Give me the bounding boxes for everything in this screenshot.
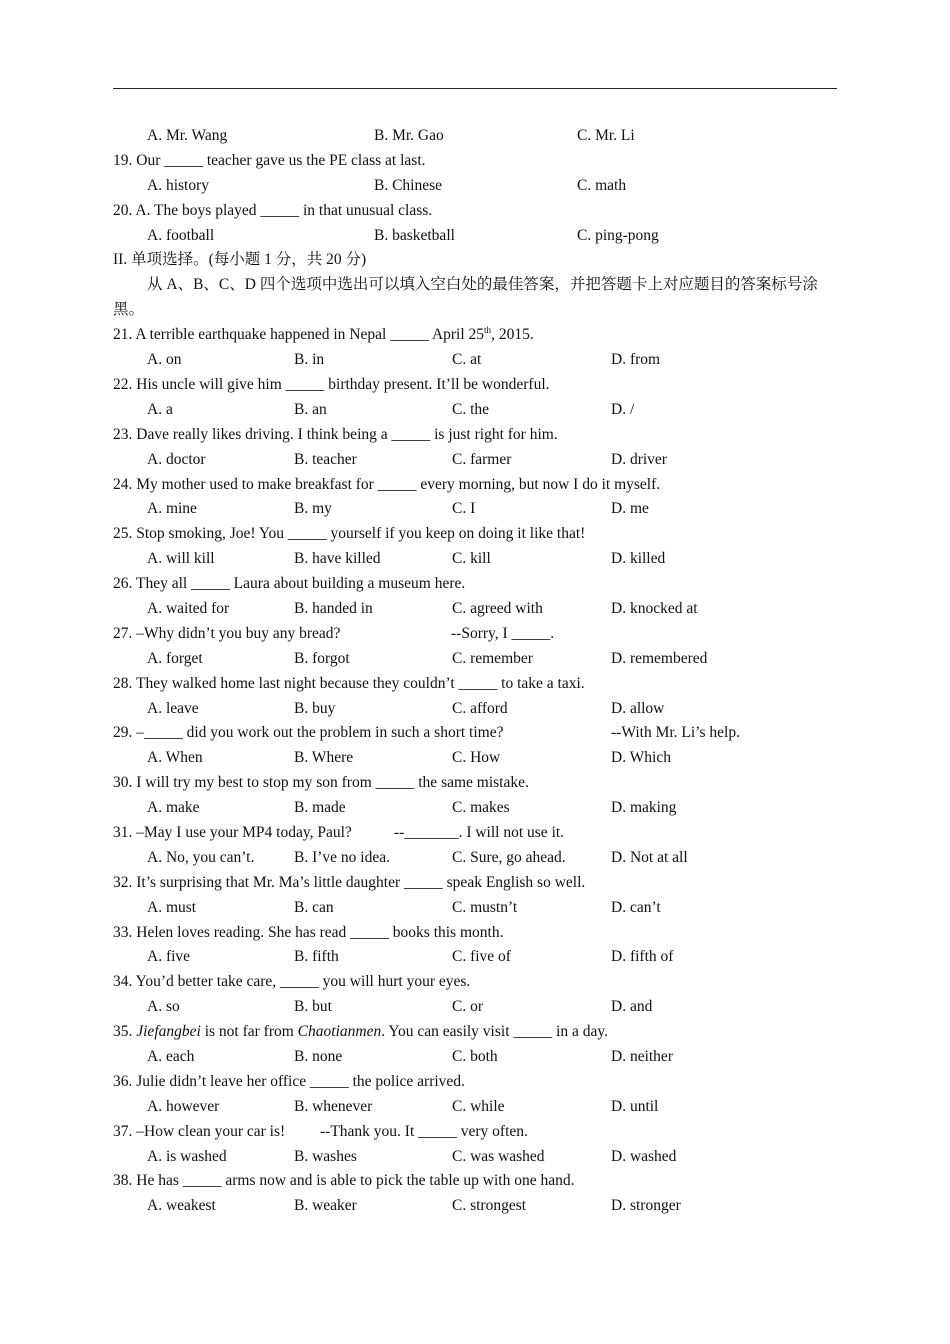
option-a: A. mine bbox=[147, 500, 197, 518]
option-a: A. forget bbox=[147, 649, 203, 667]
question-stem bbox=[113, 1070, 837, 1095]
question-text: 26. They all _____ Laura about building a museum here. bbox=[113, 575, 466, 593]
option-b: B. forgot bbox=[294, 649, 350, 667]
option-row bbox=[113, 497, 837, 522]
option-d: D. neither bbox=[611, 1047, 673, 1065]
section-title: II. 单项选择。(每小题 1 分，共 20 分) bbox=[113, 251, 367, 269]
question-text: 23. Dave really likes driving. I think being a _____ is just right for him. bbox=[113, 425, 558, 443]
option-d: D. Which bbox=[611, 749, 671, 767]
option-d: D. fifth of bbox=[611, 948, 674, 966]
option-d: D. knocked at bbox=[611, 599, 698, 617]
option-row bbox=[113, 945, 837, 970]
option-c: C. I bbox=[452, 500, 476, 518]
section-instruction: 从 A、B、C、D 四个选项中选出可以填入空白处的最佳答案，并把答题卡上对应题目的答案标号涂黑。 bbox=[113, 276, 818, 319]
question-stem bbox=[113, 572, 837, 597]
option-c: C. mustn’t bbox=[452, 898, 518, 916]
option-b: B. buy bbox=[294, 699, 336, 717]
option-d: D. allow bbox=[611, 699, 665, 717]
option-c: C. Mr. Li bbox=[577, 127, 635, 144]
option-a: A. however bbox=[147, 1097, 220, 1115]
option-c: C. afford bbox=[452, 699, 508, 717]
option-c: C. farmer bbox=[452, 450, 512, 468]
q35-mid: is not far from bbox=[200, 1023, 298, 1041]
option-c: C. Sure, go ahead. bbox=[452, 848, 566, 866]
question-stem bbox=[113, 721, 837, 746]
question-text: 33. Helen loves reading. She has read _____ books this month. bbox=[113, 923, 504, 941]
option-d: D. until bbox=[611, 1097, 659, 1115]
option-c: C. both bbox=[452, 1047, 498, 1065]
option-row bbox=[113, 174, 837, 199]
question-text: 27. –Why didn’t you buy any bread? bbox=[113, 624, 341, 642]
option-d: D. me bbox=[611, 500, 649, 518]
question-stem bbox=[113, 871, 837, 896]
option-row bbox=[113, 1145, 837, 1170]
option-a: A. each bbox=[147, 1047, 195, 1065]
question-stem: 20. A. The boys played _____ in that unusual class. bbox=[113, 201, 433, 219]
option-c: C. How bbox=[452, 749, 501, 767]
question-stem bbox=[113, 1120, 837, 1145]
option-c: C. the bbox=[452, 400, 490, 418]
question-stem: 19. Our _____ teacher gave us the PE class at last. bbox=[113, 151, 426, 169]
option-c: C. five of bbox=[452, 948, 511, 966]
question-stem bbox=[113, 1169, 837, 1194]
option-b: B. have killed bbox=[294, 550, 381, 568]
question-stem bbox=[113, 921, 837, 946]
question-stem bbox=[113, 473, 837, 498]
option-d: D. remembered bbox=[611, 649, 708, 667]
option-a: A. Mr. Wang bbox=[147, 127, 228, 144]
option-row bbox=[113, 448, 837, 473]
exam-page bbox=[113, 124, 837, 1219]
dialogue-reply: --Thank you. It _____ very often. bbox=[320, 1122, 528, 1140]
option-row bbox=[113, 1194, 837, 1219]
option-c: C. was washed bbox=[452, 1147, 545, 1165]
option-b: B. handed in bbox=[294, 599, 373, 617]
option-b: B. Mr. Gao bbox=[374, 127, 444, 144]
option-a: A. make bbox=[147, 799, 200, 817]
option-c: C. remember bbox=[452, 649, 533, 667]
question-text: 28. They walked home last night because they couldn’t _____ to take a taxi. bbox=[113, 674, 585, 692]
question-21 bbox=[113, 323, 837, 348]
option-d: D. driver bbox=[611, 450, 667, 468]
option-c: C. math bbox=[577, 176, 627, 194]
q35-it2: Chaotianmen bbox=[297, 1023, 382, 1041]
option-b: B. I’ve no idea. bbox=[294, 848, 390, 866]
option-d: D. and bbox=[611, 998, 653, 1016]
option-a: A. football bbox=[147, 226, 215, 244]
option-row bbox=[113, 398, 837, 423]
dialogue-reply: --Sorry, I _____. bbox=[451, 624, 555, 642]
question-stem bbox=[113, 970, 837, 995]
option-b: B. Chinese bbox=[374, 176, 443, 194]
option-row bbox=[113, 547, 837, 572]
option-c: C. or bbox=[452, 998, 483, 1016]
question-text: 30. I will try my best to stop my son from _____ the same mistake. bbox=[113, 774, 529, 792]
option-b: B. basketball bbox=[374, 226, 455, 244]
option-row bbox=[113, 697, 837, 722]
option-d: D. stronger bbox=[611, 1197, 681, 1215]
option-b: B. whenever bbox=[294, 1097, 373, 1115]
header-rule bbox=[113, 88, 837, 89]
option-a: A. history bbox=[147, 176, 209, 194]
q35-it1: Jiefangbei bbox=[136, 1023, 201, 1041]
option-b: B. weaker bbox=[294, 1197, 357, 1215]
option-row bbox=[113, 597, 837, 622]
option-b: B. washes bbox=[294, 1147, 357, 1165]
question-stem bbox=[113, 373, 837, 398]
option-a: A. must bbox=[147, 898, 197, 916]
option-d: D. from bbox=[611, 351, 661, 369]
option-a: A. weakest bbox=[147, 1197, 216, 1215]
option-b: B. Where bbox=[294, 749, 354, 767]
option-row bbox=[113, 647, 837, 672]
question-text: 29. –_____ did you work out the problem in such a short time? bbox=[113, 724, 504, 742]
option-d: D. making bbox=[611, 799, 677, 817]
question-text: 25. Stop smoking, Joe! You _____ yourself if you keep on doing it like that! bbox=[113, 525, 586, 543]
option-a: A. When bbox=[147, 749, 203, 767]
option-b: B. an bbox=[294, 400, 327, 418]
option-b: B. but bbox=[294, 998, 332, 1016]
question-stem bbox=[113, 771, 837, 796]
option-c: C. strongest bbox=[452, 1197, 527, 1215]
option-b: B. fifth bbox=[294, 948, 339, 966]
question-text-end: , 2015. bbox=[491, 326, 534, 344]
question-text: 24. My mother used to make breakfast for _____ every morning, but now I do it myself. bbox=[113, 475, 661, 493]
option-c: C. at bbox=[452, 351, 482, 369]
option-d: D. Not at all bbox=[611, 848, 688, 866]
option-b: B. none bbox=[294, 1047, 343, 1065]
option-a: A. a bbox=[147, 400, 173, 418]
question-text: 22. His uncle will give him _____ birthday present. It’ll be wonderful. bbox=[113, 375, 550, 393]
option-row bbox=[113, 995, 837, 1020]
question-text: 34. You’d better take care, _____ you will hurt your eyes. bbox=[113, 973, 471, 991]
option-a: A. leave bbox=[147, 699, 199, 717]
option-c: C. while bbox=[452, 1097, 505, 1115]
option-d: D. washed bbox=[611, 1147, 677, 1165]
question-text: 37. –How clean your car is! bbox=[113, 1122, 286, 1140]
option-row bbox=[113, 746, 837, 771]
option-a: A. so bbox=[147, 998, 180, 1016]
dialogue-reply: --_______. I will not use it. bbox=[394, 823, 565, 841]
option-row bbox=[113, 224, 837, 249]
option-c: C. ping-pong bbox=[577, 226, 659, 244]
ordinal-suffix: th bbox=[484, 325, 492, 335]
question-stem bbox=[113, 672, 837, 697]
question-stem bbox=[113, 622, 837, 647]
option-b: B. can bbox=[294, 898, 334, 916]
question-text: 31. –May I use your MP4 today, Paul? bbox=[113, 823, 352, 841]
question-stem bbox=[113, 423, 837, 448]
option-row bbox=[113, 896, 837, 921]
question-stem bbox=[113, 522, 837, 547]
option-row bbox=[113, 846, 837, 871]
option-d: D. / bbox=[611, 400, 635, 418]
option-a: A. is washed bbox=[147, 1147, 227, 1165]
option-c: C. agreed with bbox=[452, 599, 543, 617]
option-a: A. five bbox=[147, 948, 191, 966]
q35-num: 35. bbox=[113, 1023, 137, 1041]
question-stem bbox=[113, 821, 837, 846]
option-b: B. in bbox=[294, 351, 325, 369]
option-a: A. will kill bbox=[147, 550, 215, 568]
option-b: B. my bbox=[294, 500, 332, 518]
option-d: D. killed bbox=[611, 550, 666, 568]
option-row bbox=[113, 1095, 837, 1120]
option-row bbox=[113, 348, 837, 373]
question-text: 32. It’s surprising that Mr. Ma’s little daughter _____ speak English so well. bbox=[113, 873, 586, 891]
question-text: 36. Julie didn’t leave her office _____ the police arrived. bbox=[113, 1072, 465, 1090]
option-c: C. makes bbox=[452, 799, 510, 817]
question-text: 38. He has _____ arms now and is able to pick the table up with one hand. bbox=[113, 1172, 575, 1190]
question-text: 21. A terrible earthquake happened in Nepal _____ April 25 bbox=[113, 326, 485, 344]
option-a: A. on bbox=[147, 351, 182, 369]
dialogue-reply: --With Mr. Li’s help. bbox=[611, 724, 740, 742]
option-a: A. waited for bbox=[147, 599, 230, 617]
option-d: D. can’t bbox=[611, 898, 661, 916]
option-row bbox=[113, 796, 837, 821]
question-35 bbox=[113, 1020, 837, 1045]
option-a: A. No, you can’t. bbox=[147, 848, 255, 866]
q35-post: . You can easily visit _____ in a day. bbox=[381, 1023, 608, 1041]
option-row bbox=[113, 124, 837, 149]
option-row bbox=[113, 1045, 837, 1070]
option-a: A. doctor bbox=[147, 450, 206, 468]
option-b: B. teacher bbox=[294, 450, 357, 468]
option-c: C. kill bbox=[452, 550, 491, 568]
option-b: B. made bbox=[294, 799, 346, 817]
